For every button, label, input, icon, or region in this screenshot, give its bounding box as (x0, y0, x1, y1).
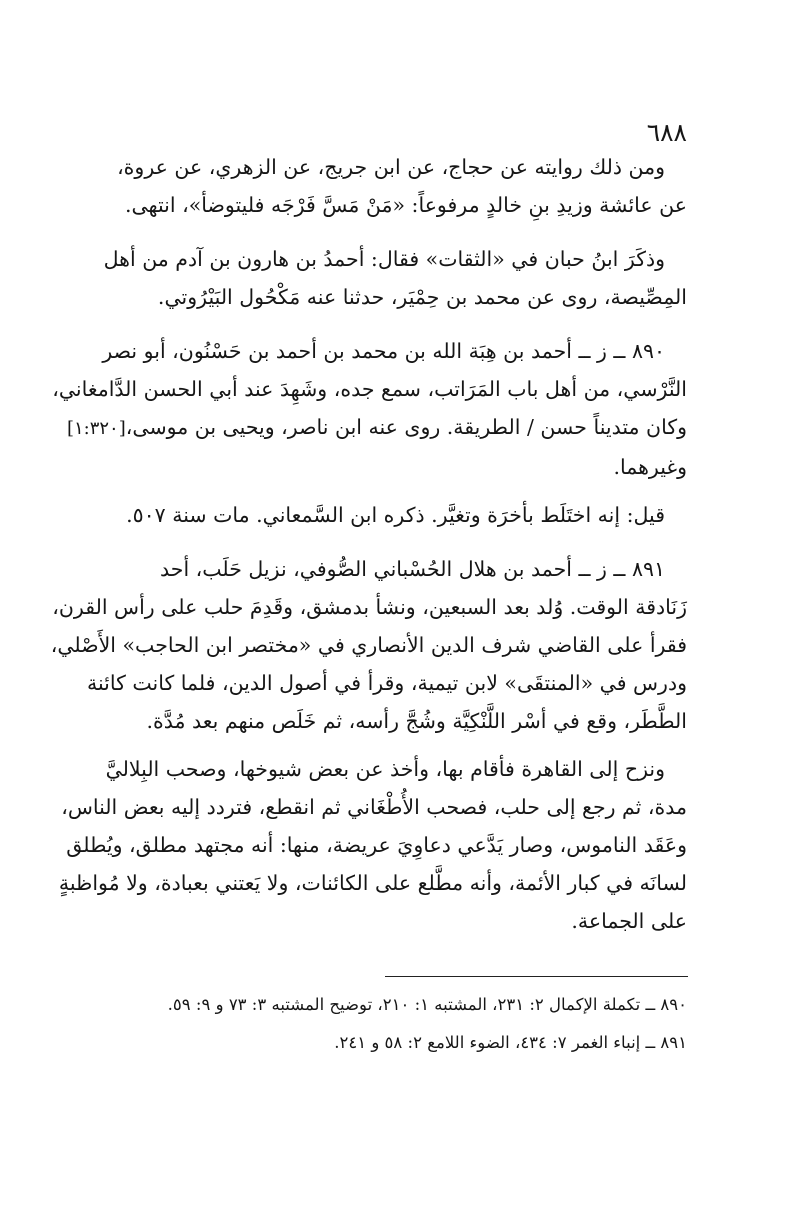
paragraph-entry-891 (50, 550, 687, 740)
text-line: وعَقَد الناموس، وصار يَدَّعي دعاوِيَ عريضة، منها: أنه مجتهد مطلق، ويُطلق (66, 833, 687, 857)
text-line: زَنَادقة الوقت. وُلد بعد السبعين، ونشأ بدمشق، وقَدِمَ حلب على رأس القرن، (52, 595, 687, 619)
text-line: وذكَرَ ابنُ حبان في «الثقات» فقال: أحمدُ بن هارون بن آدم من أهل (103, 247, 665, 271)
text-line: فقرأ على القاضي شرف الدين الأنصاري في «مختصر ابن الحاجب» الأَصْلي، (50, 633, 687, 657)
text-line: ودرس في «المنتقَى» لابن تيمية، وقرأ في أصول الدين، فلما كانت كائنة (87, 671, 687, 695)
text-line: عن عائشة وزيدِ بنِ خالدٍ مرفوعاً: «مَنْ مَسَّ فَرْجَه فليتوضأ»، انتهى. (124, 193, 687, 217)
text-line: ٨٩٠ ــ ز ــ أحمد بن هِبَة الله بن محمد بن أحمد بن حَسْنُون، أبو نصر (102, 339, 665, 363)
paragraph-entry-890 (52, 332, 687, 486)
paragraph-hadith-narration (75, 148, 687, 224)
footnote-divider (385, 976, 688, 977)
text-line: الطَّطَر، وقع في أسْر اللَّنْكِيَّة وشُجَّ رأسه، ثم خَلَص منهم بعد مُدَّة. (146, 709, 687, 733)
text-line: النَّرْسي، من أهل باب المَرَاتب، سمع جده، وشَهِدَ عند أبي الحسن الدَّامغاني، (52, 377, 687, 401)
paragraph-ibn-hibban (75, 240, 687, 316)
paragraph-entry-891-cairo (58, 750, 687, 940)
body-text (50, 148, 687, 956)
paragraph-entry-890-death (75, 496, 687, 534)
text-line: لسانَه في كبار الأئمة، وأنه مطَّلع على الكائنات، ولا يَعتني بعبادة، ولا مُواظبةٍ (58, 871, 687, 895)
text-line: مدة، ثم رجع إلى حلب، فصحب الأُطْغَاني ثم انقطع، فتردد إليه بعض الناس، (61, 795, 687, 819)
margin-volume-reference: [١:٣٢٠] (66, 418, 126, 439)
text-line (66, 408, 687, 448)
text-line: على الجماعة. (571, 909, 687, 933)
text-line: ومن ذلك روايته عن حجاج، عن ابن جريج، عن الزهري، عن عروة، (117, 155, 665, 179)
footnote-890: ٨٩٠ ــ تكملة الإكمال ٢: ٢٣١، المشتبه ١: ٢١٠، توضيح المشتبه ٣: ٧٣ و ٩: ٥٩. (167, 995, 687, 1014)
text-line: ونزح إلى القاهرة فأقام بها، وأخذ عن بعض شيوخها، وصحب البِلاليَّ (105, 757, 665, 781)
text-line: ٨٩١ ــ ز ــ أحمد بن هلال الحُسْباني الصُّوفي، نزيل حَلَب، أحد (160, 557, 665, 581)
text-line: قيل: إنه اختَلَط بأخرَة وتغيَّر. ذكره ابن السَّمعاني. مات سنة ٥٠٧. (126, 503, 665, 527)
footnote-891: ٨٩١ ــ إنباء الغمر ٧: ٤٣٤، الضوء اللامع ٢: ٥٨ و ٢٤١. (334, 1033, 687, 1052)
page-number: ٦٨٨ (646, 118, 687, 147)
text-line: المِصِّيصة، روى عن محمد بن حِمْيَر، حدثنا عنه مَكْحُول البَيْرُوتي. (157, 285, 687, 309)
text-line: وغيرهما. (613, 455, 687, 479)
footnotes (67, 986, 687, 1062)
text-line-content: وكان متديناً حسن / الطريقة. روى عنه ابن ناصر، ويحيى بن موسى، (125, 415, 687, 439)
